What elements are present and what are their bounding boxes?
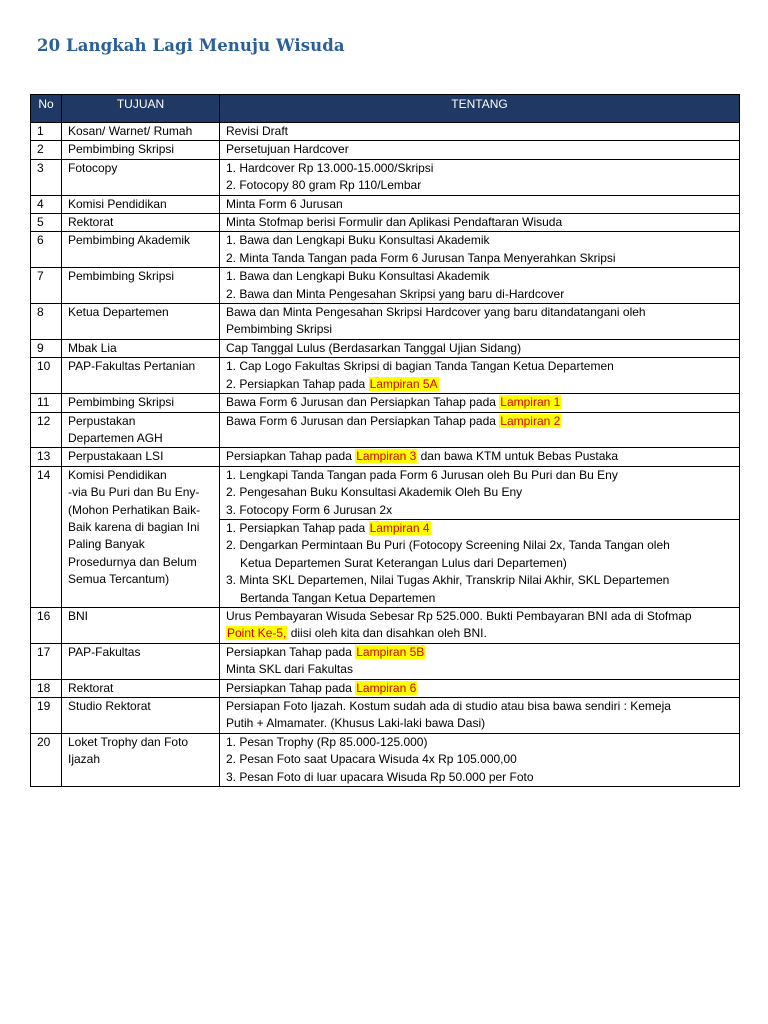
description-line bbox=[226, 467, 735, 484]
destination-line: Kosan/ Warnet/ Rumah bbox=[68, 124, 193, 138]
step-description bbox=[220, 195, 740, 213]
highlighted-reference: Lampiran 1 bbox=[500, 395, 561, 410]
step-destination bbox=[62, 195, 220, 213]
description-line bbox=[226, 321, 735, 338]
step-number: 20 bbox=[31, 733, 62, 786]
step-destination bbox=[62, 358, 220, 394]
step-description bbox=[220, 141, 740, 159]
step-description bbox=[220, 607, 740, 643]
description-line bbox=[226, 340, 735, 357]
step-destination bbox=[62, 123, 220, 141]
description-line bbox=[226, 268, 735, 285]
description-text: 3. Pesan Foto di luar upacara Wisuda Rp 50.000 per Foto bbox=[226, 769, 534, 784]
description-line bbox=[226, 608, 735, 625]
step-destination bbox=[62, 394, 220, 412]
step-destination bbox=[62, 214, 220, 232]
description-text: Bawa dan Minta Pengesahan Skripsi Hardcover yang baru ditandatangani oleh bbox=[226, 305, 646, 320]
step-number: 6 bbox=[31, 232, 62, 268]
description-text: 1. Bawa dan Lengkapi Buku Konsultasi Akademik bbox=[226, 269, 490, 284]
step-destination bbox=[62, 643, 220, 679]
step-number: 7 bbox=[31, 268, 62, 304]
table-row bbox=[31, 195, 740, 213]
step-destination bbox=[62, 698, 220, 734]
step-description bbox=[220, 643, 740, 679]
step-destination bbox=[62, 679, 220, 697]
description-text: 2. Fotocopy 80 gram Rp 110/Lembar bbox=[226, 178, 422, 193]
description-text: Bawa Form 6 Jurusan dan Persiapkan Tahap pada bbox=[226, 395, 500, 410]
description-text: 1. Persiapkan Tahap pada bbox=[226, 520, 369, 535]
destination-line: Pembimbing Akademik bbox=[68, 233, 191, 248]
description-line bbox=[226, 520, 735, 537]
description-line bbox=[226, 376, 735, 393]
description-line bbox=[226, 484, 735, 501]
destination-line: (Mohon Perhatikan Baik- bbox=[68, 502, 201, 517]
highlighted-reference: Point Ke-5, bbox=[227, 626, 287, 641]
description-line bbox=[226, 160, 735, 177]
description-line bbox=[226, 123, 735, 140]
table-row bbox=[31, 412, 740, 448]
description-text: 1. Bawa dan Lengkapi Buku Konsultasi Akademik bbox=[226, 233, 490, 248]
step-number: 17 bbox=[31, 643, 62, 679]
step-destination bbox=[62, 466, 220, 607]
steps-table bbox=[30, 94, 740, 787]
step-destination bbox=[62, 607, 220, 643]
description-line bbox=[226, 413, 735, 430]
step-destination bbox=[62, 448, 220, 466]
description-line bbox=[226, 177, 735, 194]
description-text: 2. Pesan Foto saat Upacara Wisuda 4x Rp 105.000,00 bbox=[226, 752, 517, 767]
description-line bbox=[226, 537, 735, 554]
step-description bbox=[220, 466, 740, 607]
description-text: 2. Bawa dan Minta Pengesahan Skripsi yang baru di-Hardcover bbox=[226, 286, 565, 301]
step-description bbox=[220, 268, 740, 304]
destination-line: BNI bbox=[68, 608, 89, 623]
destination-line: Komisi Pendidikan bbox=[68, 467, 167, 482]
table-row bbox=[31, 679, 740, 697]
description-text: 2. Minta Tanda Tangan pada Form 6 Jurusan Tanpa Menyerahkan Skripsi bbox=[226, 250, 616, 265]
step-description bbox=[220, 733, 740, 786]
description-line bbox=[226, 286, 735, 303]
table-row bbox=[31, 358, 740, 394]
destination-line: Prosedurnya dan Belum bbox=[68, 554, 197, 569]
step-description bbox=[220, 698, 740, 734]
destination-line: Fotocopy bbox=[68, 160, 118, 175]
table-row bbox=[31, 214, 740, 232]
highlighted-reference: Lampiran 5A bbox=[369, 376, 438, 391]
description-text: 1. Pesan Trophy (Rp 85.000-125.000) bbox=[226, 734, 428, 749]
step-number: 8 bbox=[31, 304, 62, 340]
table-row bbox=[31, 698, 740, 734]
highlighted-reference: Lampiran 6 bbox=[356, 680, 417, 695]
step-number: 16 bbox=[31, 607, 62, 643]
description-line bbox=[226, 141, 735, 158]
step-number: 10 bbox=[31, 358, 62, 394]
step-number: 11 bbox=[31, 394, 62, 412]
table-row bbox=[31, 394, 740, 412]
destination-line: Komisi Pendidikan bbox=[68, 196, 167, 211]
description-text: Putih + Almamater. (Khusus Laki-laki bawa Dasi) bbox=[226, 716, 486, 731]
description-text: Persiapan Foto Ijazah. Kostum sudah ada di studio atau bisa bawa sendiri : Kemeja bbox=[226, 699, 671, 713]
table-row bbox=[31, 607, 740, 643]
header-tentang: TENTANG bbox=[220, 95, 740, 123]
step-destination bbox=[62, 141, 220, 159]
description-text: Pembimbing Skripsi bbox=[226, 322, 333, 337]
destination-line: Ketua Departemen bbox=[68, 305, 169, 320]
destination-line: PAP-Fakultas Pertanian bbox=[68, 359, 196, 374]
table-row bbox=[31, 643, 740, 679]
description-text: Cap Tanggal Lulus (Berdasarkan Tanggal Ujian Sidang) bbox=[226, 340, 522, 355]
step-description bbox=[220, 394, 740, 412]
highlighted-reference: Lampiran 4 bbox=[369, 520, 430, 535]
table-row bbox=[31, 339, 740, 357]
destination-line: Rektorat bbox=[68, 215, 114, 230]
destination-line: Perpustakaan LSI bbox=[68, 449, 164, 464]
description-tail: diisi oleh kita dan disahkan oleh BNI. bbox=[287, 626, 487, 641]
description-text: Minta SKL dari Fakultas bbox=[226, 662, 353, 677]
description-text: Minta Stofmap berisi Formulir dan Aplikasi Pendaftaran Wisuda bbox=[226, 215, 563, 230]
step-description bbox=[220, 214, 740, 232]
description-text: 2. Persiapkan Tahap pada bbox=[226, 376, 369, 391]
description-text: Revisi Draft bbox=[226, 124, 289, 138]
step-description bbox=[220, 339, 740, 357]
step-description bbox=[220, 448, 740, 466]
header-no: No bbox=[31, 95, 62, 123]
table-row bbox=[31, 123, 740, 141]
step-number: 1 bbox=[31, 123, 62, 141]
description-line bbox=[226, 572, 735, 589]
description-line bbox=[226, 734, 735, 751]
description-text: 2. Pengesahan Buku Konsultasi Akademik Oleh Bu Eny bbox=[226, 485, 523, 500]
destination-line: Loket Trophy dan Foto bbox=[68, 734, 189, 749]
step-description bbox=[220, 123, 740, 141]
step-destination bbox=[62, 232, 220, 268]
highlighted-reference: Lampiran 3 bbox=[356, 449, 417, 464]
description-text: 1. Hardcover Rp 13.000-15.000/Skripsi bbox=[226, 160, 434, 175]
table-row bbox=[31, 448, 740, 466]
table-row bbox=[31, 733, 740, 786]
step-number: 9 bbox=[31, 339, 62, 357]
destination-line: Mbak Lia bbox=[68, 340, 117, 355]
table-body bbox=[31, 123, 740, 787]
step-number: 19 bbox=[31, 698, 62, 734]
destination-line: Pembimbing Skripsi bbox=[68, 142, 175, 157]
description-line bbox=[226, 555, 735, 572]
destination-line: Pembimbing Skripsi bbox=[68, 395, 175, 410]
description-line bbox=[226, 196, 735, 213]
table-row bbox=[31, 466, 740, 607]
highlighted-reference: Lampiran 2 bbox=[500, 413, 561, 428]
description-line bbox=[226, 394, 735, 411]
description-line bbox=[226, 751, 735, 768]
description-text: Persiapkan Tahap pada bbox=[226, 644, 356, 659]
description-text: Bawa Form 6 Jurusan dan Persiapkan Tahap pada bbox=[226, 413, 500, 428]
description-line bbox=[226, 715, 735, 732]
header-tujuan: TUJUAN bbox=[62, 95, 220, 123]
description-line bbox=[226, 358, 735, 375]
description-text: Ketua Departemen Surat Keterangan Lulus dari Departemen) bbox=[240, 555, 567, 570]
table-row bbox=[31, 268, 740, 304]
description-line bbox=[226, 232, 735, 249]
highlighted-reference: Lampiran 5B bbox=[356, 644, 425, 659]
description-text: Persiapkan Tahap pada bbox=[226, 449, 356, 464]
description-text: 3. Fotocopy Form 6 Jurusan 2x bbox=[226, 502, 393, 517]
step-description bbox=[220, 232, 740, 268]
step-description bbox=[220, 358, 740, 394]
description-line bbox=[226, 661, 735, 678]
description-text: Persiapkan Tahap pada bbox=[226, 680, 356, 695]
description-text: 2. Dengarkan Permintaan Bu Puri (Fotocopy Screening Nilai 2x, Tanda Tangan oleh bbox=[226, 538, 670, 553]
destination-line: Studio Rektorat bbox=[68, 699, 151, 713]
description-line bbox=[226, 644, 735, 661]
destination-line: PAP-Fakultas bbox=[68, 644, 141, 659]
description-text: Bertanda Tangan Ketua Departemen bbox=[240, 590, 436, 605]
description-line bbox=[226, 769, 735, 786]
description-text: Urus Pembayaran Wisuda Sebesar Rp 525.000. Bukti Pembayaran BNI ada di Stofmap bbox=[226, 608, 692, 623]
description-line bbox=[226, 698, 735, 715]
step-number: 13 bbox=[31, 448, 62, 466]
description-line bbox=[226, 304, 735, 321]
table-row bbox=[31, 304, 740, 340]
table-header-row bbox=[31, 95, 740, 123]
step-destination bbox=[62, 268, 220, 304]
description-line bbox=[226, 680, 735, 697]
step-description bbox=[220, 412, 740, 448]
step-number: 5 bbox=[31, 214, 62, 232]
step-description bbox=[220, 159, 740, 195]
step-destination bbox=[62, 304, 220, 340]
step-number: 2 bbox=[31, 141, 62, 159]
step-number: 14 bbox=[31, 466, 62, 607]
description-text: 1. Cap Logo Fakultas Skripsi di bagian Tanda Tangan Ketua Departemen bbox=[226, 359, 614, 374]
step-number: 4 bbox=[31, 195, 62, 213]
description-line bbox=[226, 250, 735, 267]
description-line bbox=[226, 448, 735, 465]
destination-line: Ijazah bbox=[68, 752, 101, 767]
description-line bbox=[226, 590, 735, 607]
description-line bbox=[226, 214, 735, 231]
step-number: 12 bbox=[31, 412, 62, 448]
table-row bbox=[31, 141, 740, 159]
destination-line: Departemen AGH bbox=[68, 430, 163, 445]
destination-line: Perpustakan bbox=[68, 413, 136, 428]
description-text: 3. Minta SKL Departemen, Nilai Tugas Akhir, Transkrip Nilai Akhir, SKL Departemen bbox=[226, 573, 670, 588]
step-destination bbox=[62, 412, 220, 448]
table-row bbox=[31, 232, 740, 268]
destination-line: Baik karena di bagian Ini bbox=[68, 519, 200, 534]
description-text: Minta Form 6 Jurusan bbox=[226, 196, 343, 211]
destination-line: Rektorat bbox=[68, 680, 114, 695]
destination-line: Semua Tercantum) bbox=[68, 572, 170, 587]
destination-line: Paling Banyak bbox=[68, 537, 145, 552]
document-title: 20 Langkah Lagi Menuju Wisuda bbox=[37, 36, 345, 55]
description-text: 1. Lengkapi Tanda Tangan pada Form 6 Jurusan oleh Bu Puri dan Bu Eny bbox=[226, 467, 618, 482]
step-destination bbox=[62, 339, 220, 357]
description-line bbox=[226, 502, 735, 519]
step-description bbox=[220, 304, 740, 340]
step-description bbox=[220, 679, 740, 697]
description-tail: dan bawa KTM untuk Bebas Pustaka bbox=[417, 449, 619, 464]
description-text: Persetujuan Hardcover bbox=[226, 142, 349, 157]
step-number: 3 bbox=[31, 159, 62, 195]
table-row bbox=[31, 159, 740, 195]
destination-line: Pembimbing Skripsi bbox=[68, 269, 175, 284]
step-destination bbox=[62, 733, 220, 786]
destination-line: -via Bu Puri dan Bu Eny- bbox=[68, 485, 200, 500]
step-destination bbox=[62, 159, 220, 195]
description-line bbox=[226, 625, 735, 642]
step-number: 18 bbox=[31, 679, 62, 697]
